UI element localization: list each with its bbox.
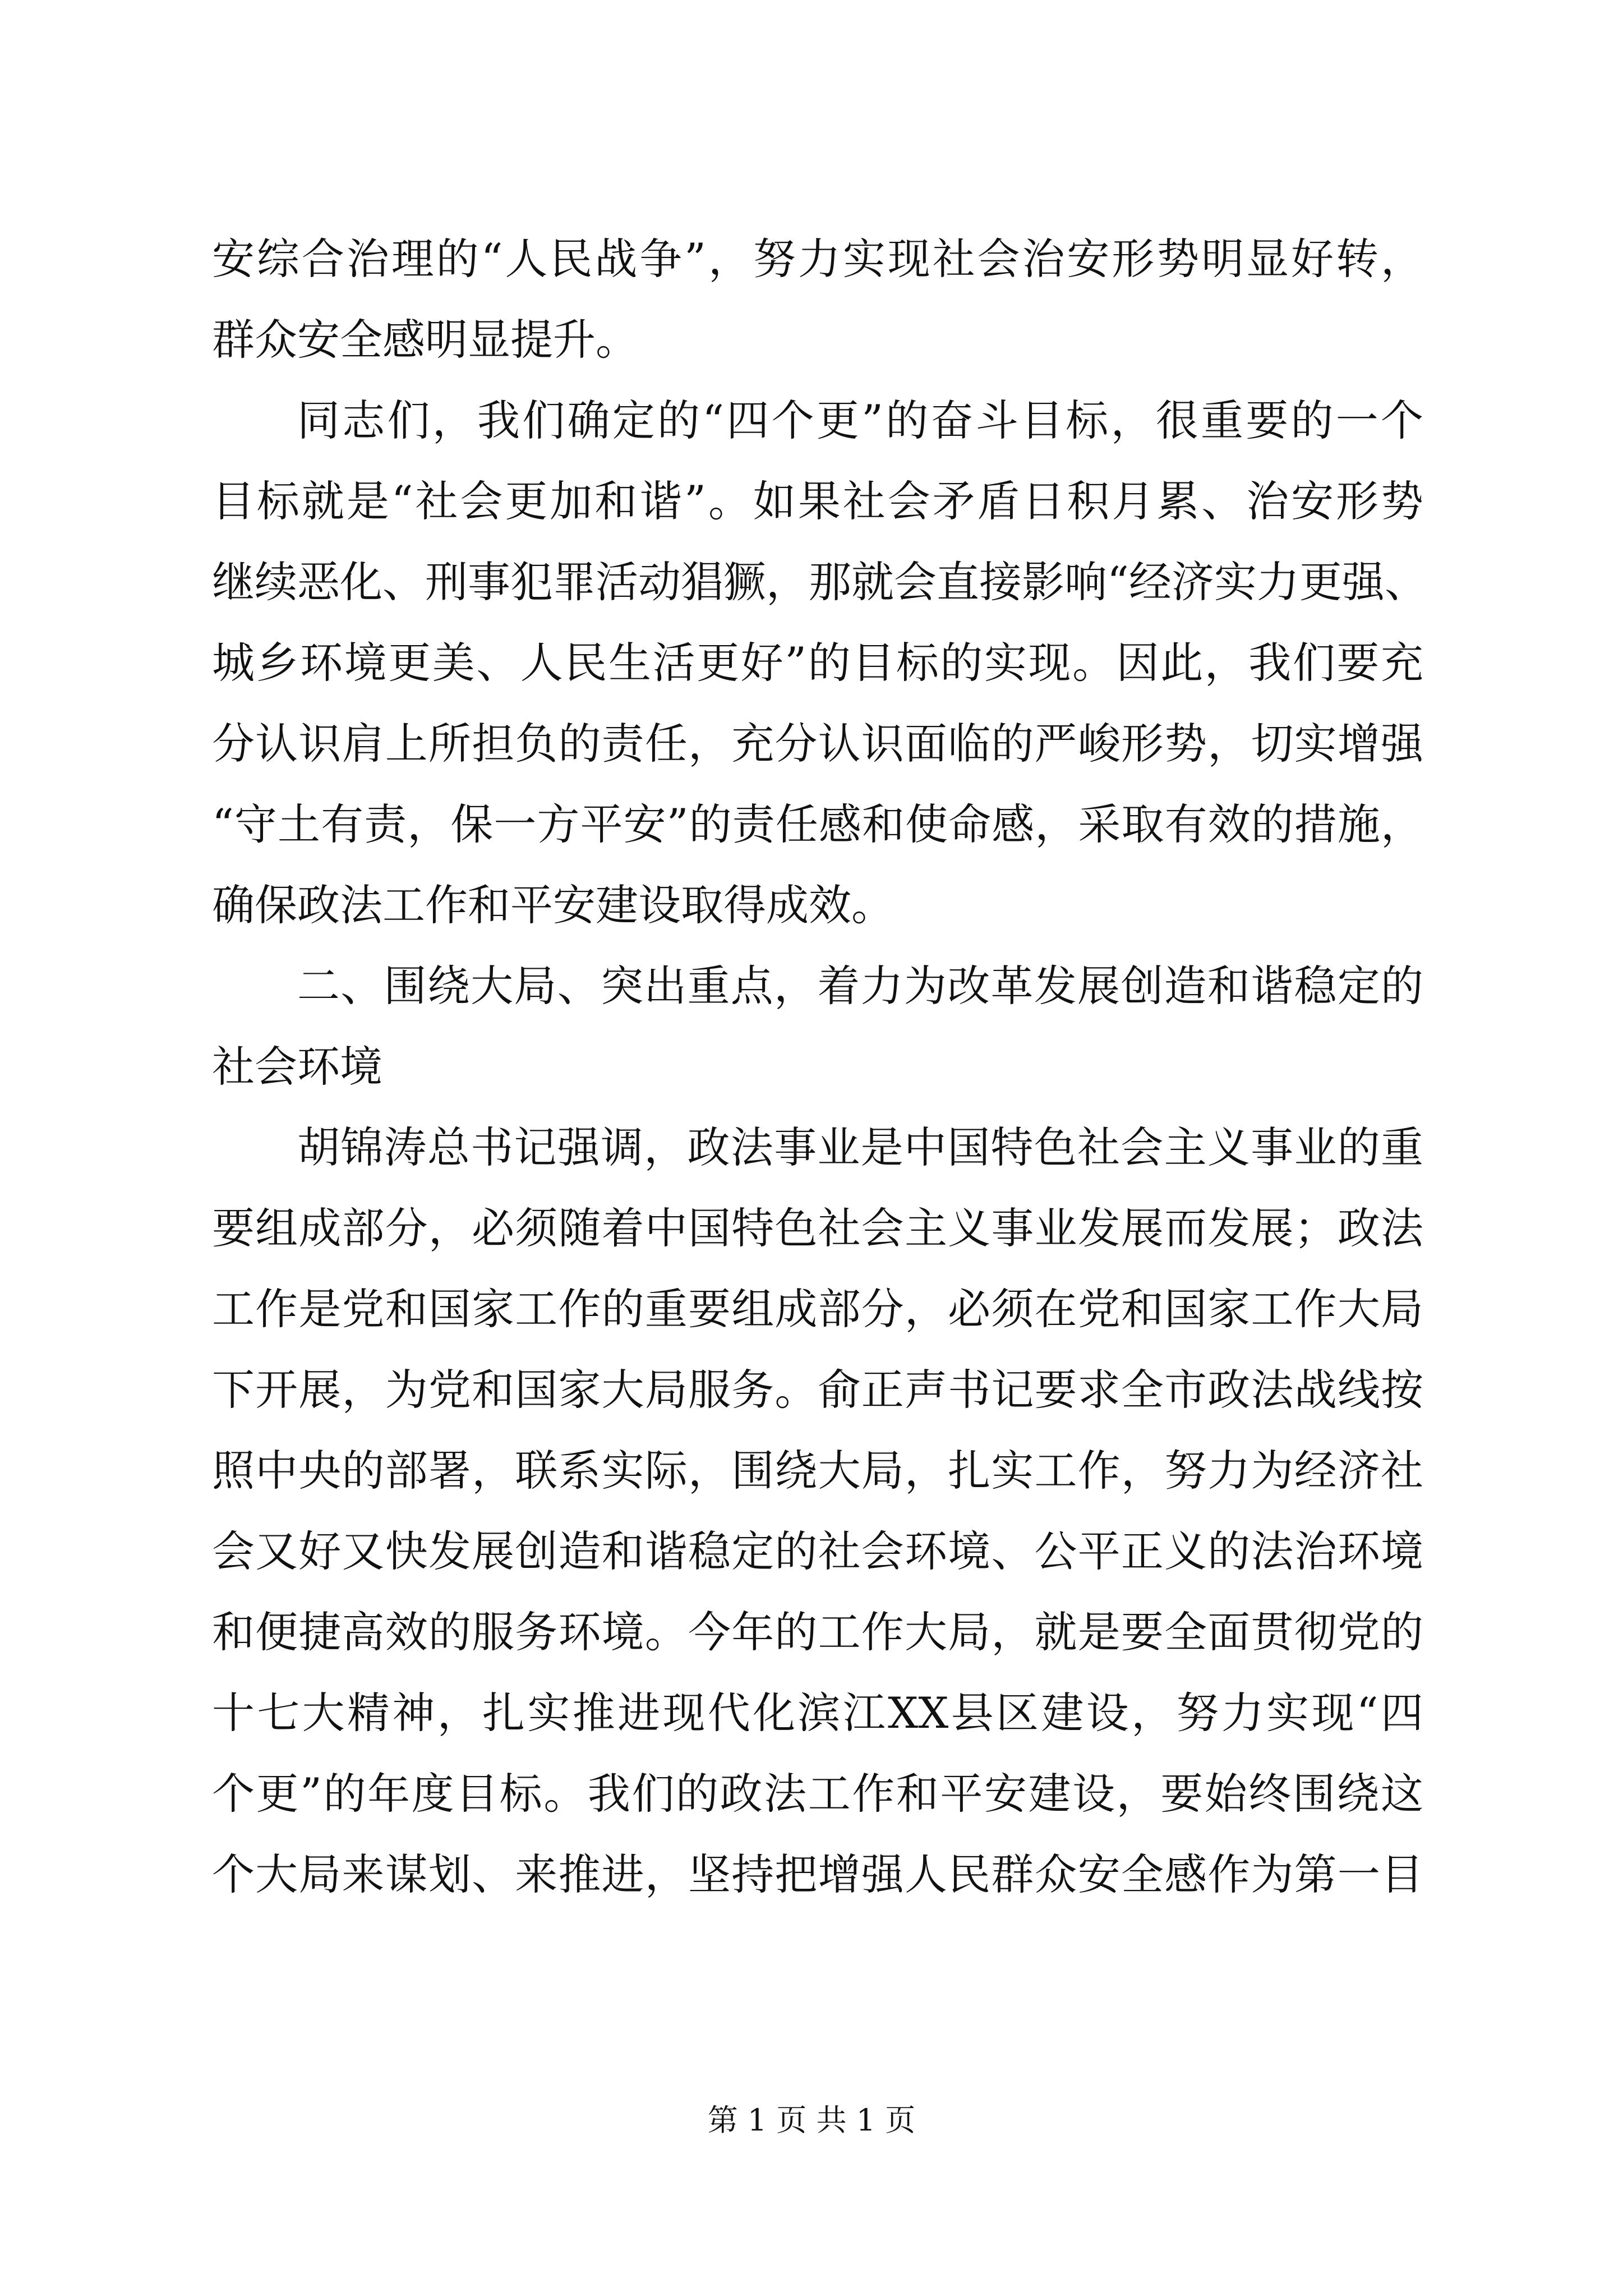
text-line: 胡锦涛总书记强调，政法事业是中国特色社会主义事业的重 [297,1122,1423,1172]
text-line: 会又好又快发展创造和谐稳定的社会环境、公平正义的法治环境 [212,1526,1423,1576]
text-line: 个大局来谋划、来推进，坚持把增强人民群众安全感作为第一目 [212,1849,1423,1899]
text-line: 十七大精神，扎实推进现代化滨江XX县区建设，努力实现“四 [212,1688,1423,1738]
text-line: “守土有责，保一方平安”的责任感和使命感，采取有效的措施， [212,799,1423,849]
page-footer [0,2098,1623,2143]
text-line: 和便捷高效的服务环境。今年的工作大局，就是要全面贯彻党的 [212,1607,1423,1657]
page-number: 第 1 页 共 1 页 [707,2102,916,2138]
text-line: 城乡环境更美、人民生活更好”的目标的实现。因此，我们要充 [212,638,1423,688]
text-line: 群众安全感明显提升。 [212,315,638,365]
section-heading-line: 二、围绕大局、突出重点，着力为改革发展创造和谐稳定的 [297,961,1423,1011]
body-text [212,219,1427,1915]
text-line: 照中央的部署，联系实际，围绕大局，扎实工作，努力为经济社 [212,1446,1423,1496]
text-line: 分认识肩上所担负的责任，充分认识面临的严峻形势，切实增强 [212,719,1423,769]
text-line: 继续恶化、刑事犯罪活动猖獗，那就会直接影响“经济实力更强、 [212,557,1427,607]
text-line: 工作是党和国家工作的重要组成部分，必须在党和国家工作大局 [212,1284,1423,1334]
text-line: 目标就是“社会更加和谐”。如果社会矛盾日积月累、治安形势 [212,476,1423,526]
text-line: 要组成部分，必须随着中国特色社会主义事业发展而发展；政法 [212,1203,1423,1253]
text-line: 个更”的年度目标。我们的政法工作和平安建设，要始终围绕这 [212,1769,1423,1819]
text-line: 确保政法工作和平安建设取得成效。 [212,880,894,930]
section-heading-line: 社会环境 [212,1042,382,1092]
text-line: 同志们，我们确定的“四个更”的奋斗目标，很重要的一个 [297,395,1423,445]
text-line: 安综合治理的“人民战争”，努力实现社会治安形势明显好转， [212,234,1423,284]
text-line: 下开展，为党和国家大局服务。俞正声书记要求全市政法战线按 [212,1365,1423,1415]
